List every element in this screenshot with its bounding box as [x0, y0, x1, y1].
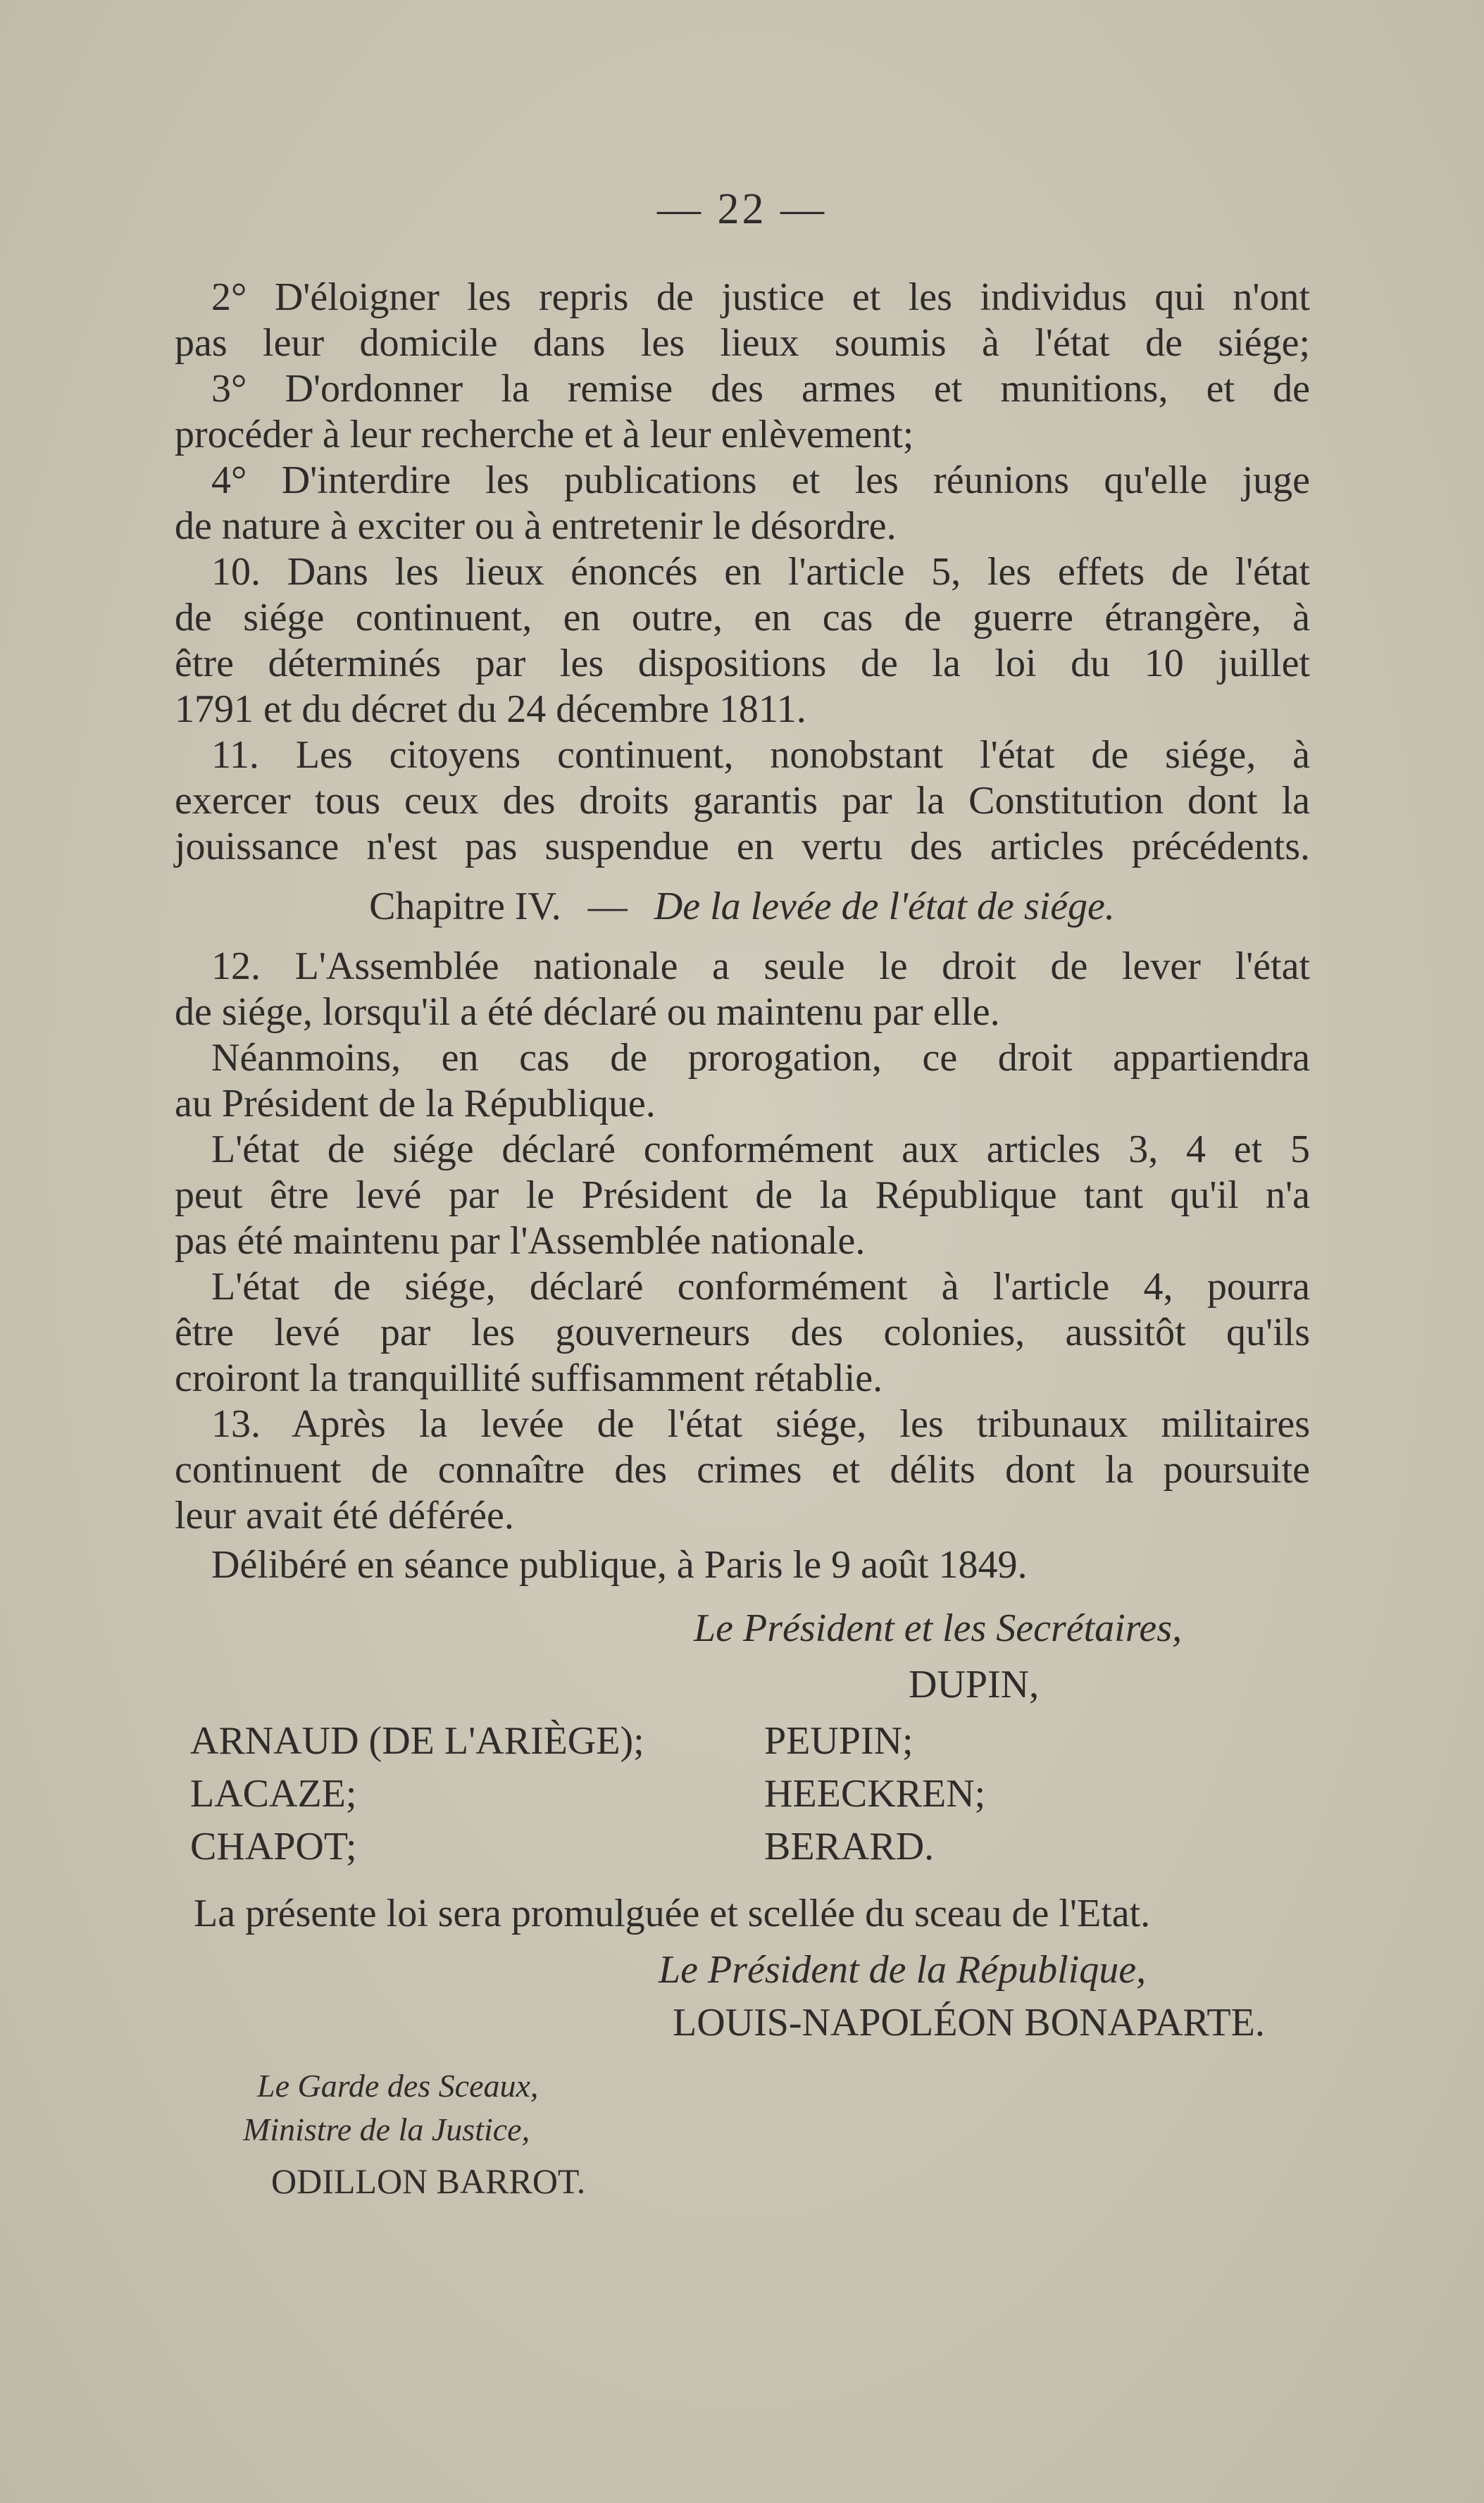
- head-of-state-name: LOUIS-NAPOLÉON BONAPARTE.: [673, 2001, 1265, 2045]
- text-line: Néanmoins, en cas de prorogation, ce droit appartiendra: [211, 1036, 1310, 1080]
- text-line: jouissance n'est pas suspendue en vertu des articles précédents.: [175, 825, 1310, 868]
- head-of-state-title: Le Président de la République,: [659, 1948, 1147, 1992]
- text-line: être déterminés par les dispositions de la loi du 10 juillet: [175, 642, 1310, 685]
- chapter-label: Chapitre IV.: [369, 885, 561, 928]
- text-line: de siége, lorsqu'il a été déclaré ou maintenu par elle.: [175, 990, 1000, 1034]
- text-line: L'état de siége déclaré conformément aux articles 3, 4 et 5: [211, 1128, 1310, 1171]
- page-number: — 22 —: [657, 185, 827, 233]
- text-line: 11. Les citoyens continuent, nonobstant l'état de siége, à: [211, 733, 1310, 777]
- text-line: de nature à exciter ou à entretenir le désordre.: [175, 504, 897, 548]
- signatory-right: PEUPIN;: [764, 1719, 914, 1763]
- text-line: pas leur domicile dans les lieux soumis à l'état de siége;: [175, 321, 1310, 365]
- signatory-left: CHAPOT;: [190, 1825, 357, 1868]
- chapter-dash: —: [587, 885, 628, 928]
- minister-title: Ministre de la Justice,: [243, 2111, 530, 2147]
- minister-name: ODILLON BARROT.: [271, 2161, 586, 2201]
- text-line: 2° D'éloigner les repris de justice et les individus qui n'ont: [211, 275, 1310, 319]
- signatory-left: ARNAUD (DE L'ARIÈGE);: [190, 1719, 644, 1763]
- signatory-dupin: DUPIN,: [909, 1663, 1040, 1706]
- text-line: 12. L'Assemblée nationale a seule le droit de lever l'état: [211, 944, 1310, 988]
- signatory-right: BERARD.: [764, 1825, 935, 1868]
- chapter-heading: [0, 884, 1484, 929]
- signatory-right: HEECKREN;: [764, 1772, 986, 1816]
- text-line: 1791 et du décret du 24 décembre 1811.: [175, 687, 806, 731]
- deliberation-line: Délibéré en séance publique, à Paris le 9 août 1849.: [211, 1543, 1028, 1587]
- text-line: être levé par les gouverneurs des colonies, aussitôt qu'ils: [175, 1311, 1310, 1354]
- text-line: 10. Dans les lieux énoncés en l'article 5, les effets de l'état: [211, 550, 1310, 594]
- text-line: de siége continuent, en outre, en cas de guerre étrangère, à: [175, 596, 1310, 639]
- text-line: continuent de connaître des crimes et délits dont la poursuite: [175, 1448, 1310, 1492]
- text-line: 4° D'interdire les publications et les réunions qu'elle juge: [211, 458, 1310, 502]
- promulgation-line: La présente loi sera promulguée et scellée du sceau de l'Etat.: [194, 1892, 1151, 1935]
- text-line: 13. Après la levée de l'état siége, les tribunaux militaires: [211, 1402, 1310, 1446]
- text-line: au Président de la République.: [175, 1082, 656, 1125]
- text-line: pas été maintenu par l'Assemblée nationale.: [175, 1219, 866, 1263]
- text-line: exercer tous ceux des droits garantis par la Constitution dont la: [175, 779, 1310, 823]
- signatory-left: LACAZE;: [190, 1772, 357, 1816]
- text-line: 3° D'ordonner la remise des armes et munitions, et de: [211, 367, 1310, 411]
- text-line: L'état de siége, déclaré conformément à l'article 4, pourra: [211, 1265, 1310, 1309]
- text-line: croiront la tranquillité suffisamment rétablie.: [175, 1356, 883, 1400]
- minister-title: Le Garde des Sceaux,: [257, 2068, 539, 2104]
- text-line: peut être levé par le Président de la République tant qu'il n'a: [175, 1173, 1310, 1217]
- text-line: leur avait été déférée.: [175, 1494, 514, 1537]
- text-line: procéder à leur recherche et à leur enlèvement;: [175, 413, 914, 456]
- chapter-title: De la levée de l'état de siége.: [654, 885, 1115, 928]
- signatories-header: Le Président et les Secrétaires,: [694, 1606, 1183, 1650]
